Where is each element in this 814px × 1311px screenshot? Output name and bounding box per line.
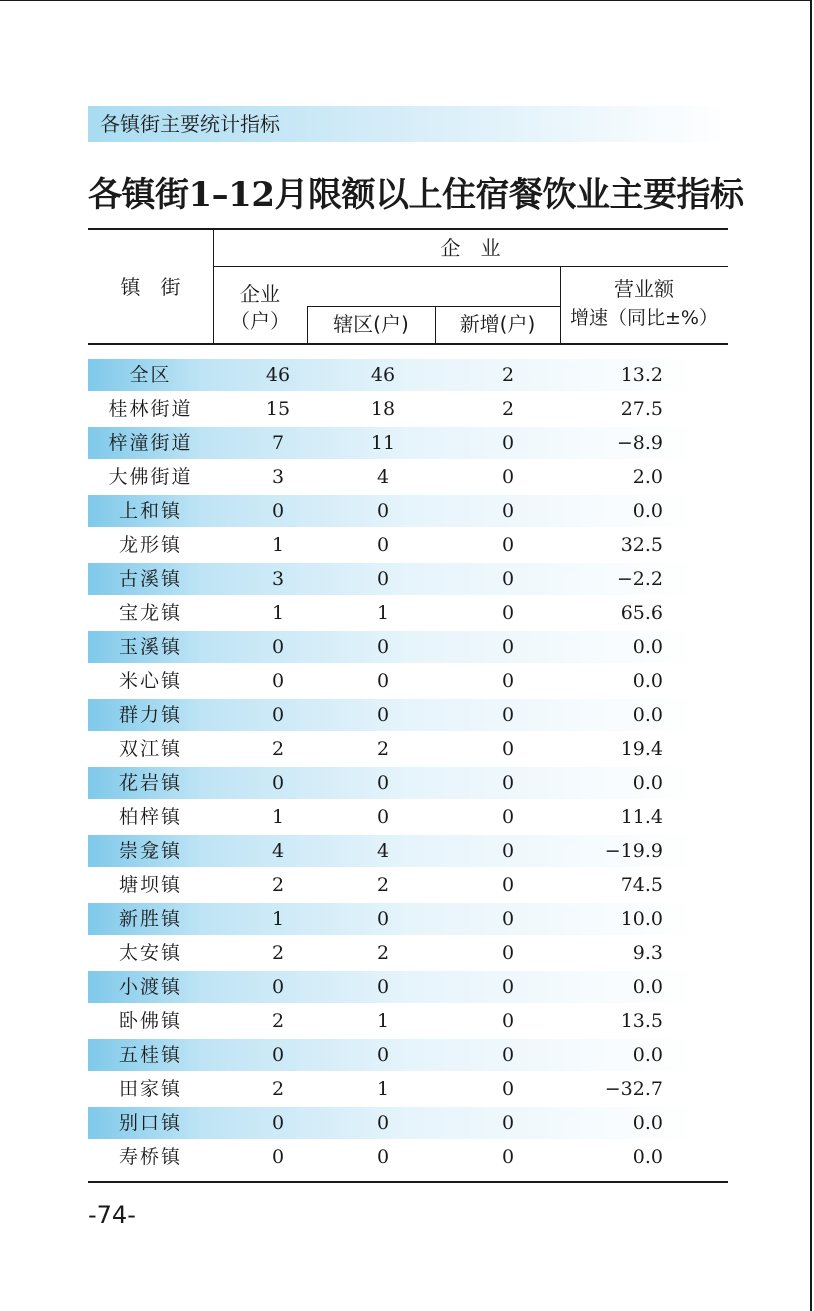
town-name: 双江镇	[118, 738, 182, 760]
enterprise-count: 1	[271, 806, 285, 828]
town-name: 龙形镇	[118, 534, 182, 556]
enterprise-count: 46	[265, 364, 291, 386]
jurisdiction-count: 1	[376, 1078, 390, 1100]
jurisdiction-count: 1	[376, 602, 390, 624]
table-row	[88, 596, 728, 630]
jurisdiction-count: 0	[376, 670, 390, 692]
new-count: 0	[501, 1010, 515, 1032]
enterprise-count: 0	[271, 704, 285, 726]
town-name: 桂林街道	[108, 398, 193, 420]
new-count: 0	[501, 500, 515, 522]
enterprise-count: 4	[271, 840, 285, 862]
revenue-growth: 0.0	[632, 670, 663, 692]
revenue-growth: 0.0	[632, 1044, 663, 1066]
enterprise-count: 7	[271, 432, 285, 454]
table-row	[88, 494, 728, 528]
jurisdiction-count: 11	[370, 432, 396, 454]
revenue-growth: 0.0	[632, 1146, 663, 1168]
jurisdiction-count: 0	[376, 908, 390, 930]
page-border-right	[810, 0, 812, 1311]
table-row	[88, 460, 728, 494]
new-count: 2	[501, 398, 515, 420]
town-name: 别口镇	[118, 1112, 182, 1134]
enterprise-count: 3	[271, 466, 285, 488]
header-revenue-1: 营业额	[614, 277, 674, 301]
header-enterprise-count-1: 企业	[240, 282, 280, 306]
new-count: 0	[501, 568, 515, 590]
jurisdiction-count: 0	[376, 534, 390, 556]
town-name: 太安镇	[118, 942, 182, 964]
revenue-growth: 0.0	[632, 976, 663, 998]
jurisdiction-count: 2	[376, 874, 390, 896]
town-name: 崇龛镇	[118, 840, 182, 862]
enterprise-count: 0	[271, 1146, 285, 1168]
jurisdiction-count: 0	[376, 772, 390, 794]
jurisdiction-count: 2	[376, 942, 390, 964]
town-name: 花岩镇	[118, 772, 182, 794]
revenue-growth: −2.2	[616, 568, 663, 590]
new-count: 0	[501, 976, 515, 998]
table-row	[88, 528, 728, 562]
revenue-growth: 0.0	[632, 636, 663, 658]
town-name: 小渡镇	[118, 976, 182, 998]
table-title: 各镇街1–12月限额以上住宿餐饮业主要指标	[88, 175, 744, 215]
new-count: 0	[501, 772, 515, 794]
town-name: 新胜镇	[118, 908, 182, 930]
town-name: 大佛街道	[108, 466, 193, 488]
header-group-rule	[213, 266, 728, 267]
enterprise-count: 3	[271, 568, 285, 590]
page-border-top	[0, 0, 812, 1]
revenue-growth: 19.4	[620, 738, 663, 760]
town-name: 田家镇	[118, 1078, 182, 1100]
revenue-growth: 10.0	[620, 908, 663, 930]
jurisdiction-count: 18	[370, 398, 396, 420]
page-number: -74-	[88, 1201, 136, 1229]
enterprise-count: 2	[271, 1078, 285, 1100]
town-name: 全区	[129, 364, 172, 386]
table-row	[88, 426, 728, 460]
table-row	[88, 970, 728, 1004]
town-name: 柏梓镇	[118, 806, 182, 828]
enterprise-count: 0	[271, 772, 285, 794]
new-count: 0	[501, 908, 515, 930]
new-count: 0	[501, 466, 515, 488]
town-name: 塘坝镇	[118, 874, 182, 896]
enterprise-count: 2	[271, 738, 285, 760]
jurisdiction-count: 0	[376, 806, 390, 828]
table-row	[88, 1004, 728, 1038]
new-count: 0	[501, 670, 515, 692]
revenue-growth: 13.2	[620, 364, 663, 386]
header-enterprise-count-2: （户）	[230, 309, 290, 333]
revenue-growth: 13.5	[620, 1010, 663, 1032]
town-name: 五桂镇	[118, 1044, 182, 1066]
jurisdiction-count: 46	[370, 364, 396, 386]
jurisdiction-count: 0	[376, 976, 390, 998]
table-row	[88, 766, 728, 800]
town-name: 玉溪镇	[118, 636, 182, 658]
enterprise-count: 2	[271, 942, 285, 964]
jurisdiction-count: 0	[376, 1146, 390, 1168]
enterprise-count: 15	[265, 398, 291, 420]
jurisdiction-count: 0	[376, 704, 390, 726]
town-name: 梓潼街道	[108, 432, 193, 454]
town-name: 群力镇	[118, 704, 182, 726]
table-row	[88, 562, 728, 596]
enterprise-count: 0	[271, 1112, 285, 1134]
jurisdiction-count: 0	[376, 1112, 390, 1134]
header-jurisdiction: 辖区(户)	[333, 312, 409, 336]
jurisdiction-count: 0	[376, 500, 390, 522]
table-row	[88, 902, 728, 936]
new-count: 0	[501, 534, 515, 556]
enterprise-count: 0	[271, 670, 285, 692]
table-row	[88, 732, 728, 766]
revenue-growth: 2.0	[632, 466, 663, 488]
table-row	[88, 630, 728, 664]
revenue-growth: 0.0	[632, 772, 663, 794]
enterprise-count: 2	[271, 874, 285, 896]
table-row	[88, 664, 728, 698]
table-row	[88, 936, 728, 970]
jurisdiction-count: 4	[376, 466, 390, 488]
header-town: 镇 街	[120, 275, 181, 299]
new-count: 0	[501, 840, 515, 862]
enterprise-count: 0	[271, 1044, 285, 1066]
revenue-growth: 9.3	[632, 942, 663, 964]
enterprise-count: 1	[271, 908, 285, 930]
town-name: 宝龙镇	[118, 602, 182, 624]
jurisdiction-count: 0	[376, 568, 390, 590]
revenue-growth: 32.5	[620, 534, 663, 556]
header-revenue-2: 增速（同比±%）	[570, 307, 718, 329]
enterprise-count: 1	[271, 602, 285, 624]
revenue-growth: 65.6	[620, 602, 663, 624]
new-count: 0	[501, 1112, 515, 1134]
new-count: 0	[501, 806, 515, 828]
new-count: 0	[501, 602, 515, 624]
town-name: 卧佛镇	[118, 1010, 182, 1032]
revenue-growth: 27.5	[620, 398, 663, 420]
jurisdiction-count: 4	[376, 840, 390, 862]
revenue-growth: 0.0	[632, 1112, 663, 1134]
revenue-growth: 0.0	[632, 704, 663, 726]
jurisdiction-count: 1	[376, 1010, 390, 1032]
new-count: 0	[501, 636, 515, 658]
table-row	[88, 800, 728, 834]
table-row	[88, 834, 728, 868]
enterprise-count: 0	[271, 636, 285, 658]
new-count: 0	[501, 1044, 515, 1066]
jurisdiction-count: 0	[376, 636, 390, 658]
enterprise-count: 0	[271, 500, 285, 522]
table-bottom-rule	[88, 1181, 728, 1183]
new-count: 0	[501, 1146, 515, 1168]
new-count: 0	[501, 738, 515, 760]
table-row	[88, 1072, 728, 1106]
town-name: 米心镇	[118, 670, 182, 692]
revenue-growth: −19.9	[604, 840, 663, 862]
table-row	[88, 1106, 728, 1140]
table-row	[88, 698, 728, 732]
table-row	[88, 1038, 728, 1072]
town-name: 寿桥镇	[118, 1146, 182, 1168]
revenue-growth: −8.9	[616, 432, 663, 454]
new-count: 2	[501, 364, 515, 386]
section-header: 各镇街主要统计指标	[88, 106, 728, 142]
table-row	[88, 1140, 728, 1174]
revenue-growth: 74.5	[620, 874, 663, 896]
jurisdiction-count: 0	[376, 1044, 390, 1066]
new-count: 0	[501, 1078, 515, 1100]
new-count: 0	[501, 942, 515, 964]
revenue-growth: 0.0	[632, 500, 663, 522]
table-row	[88, 392, 728, 426]
enterprise-count: 2	[271, 1010, 285, 1032]
table-top-rule	[88, 228, 728, 230]
header-enterprise-group: 企 业	[440, 236, 501, 260]
town-name: 古溪镇	[118, 568, 182, 590]
jurisdiction-count: 2	[376, 738, 390, 760]
revenue-growth: 11.4	[620, 806, 663, 828]
header-new: 新增(户)	[459, 312, 536, 336]
new-count: 0	[501, 874, 515, 896]
revenue-growth: −32.7	[604, 1078, 663, 1100]
town-name: 上和镇	[118, 500, 182, 522]
new-count: 0	[501, 704, 515, 726]
enterprise-count: 0	[271, 976, 285, 998]
header-bottom-rule	[88, 343, 728, 345]
new-count: 0	[501, 432, 515, 454]
table-row	[88, 358, 728, 392]
table-row	[88, 868, 728, 902]
enterprise-count: 1	[271, 534, 285, 556]
subheader-rule	[307, 306, 560, 307]
